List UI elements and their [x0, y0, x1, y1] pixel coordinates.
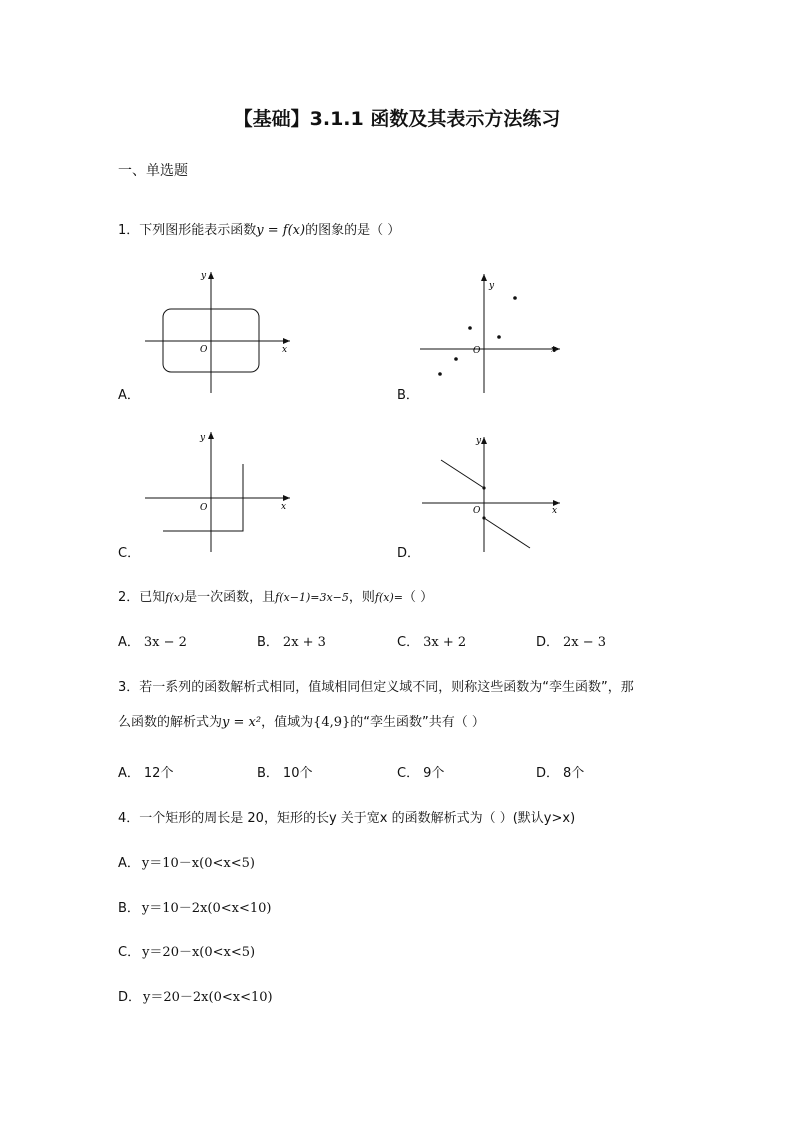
- q2-option-d[interactable]: [536, 631, 606, 650]
- q3-line2-mid: ，值域为: [261, 715, 314, 730]
- graph-a-origin: O: [200, 345, 208, 355]
- q2-option-b-label: B．: [257, 635, 279, 650]
- q4-option-a-label: A．: [118, 856, 140, 871]
- page-title: 【基础】3.1.1 函数及其表示方法练习: [233, 108, 561, 130]
- q3-option-b[interactable]: [257, 762, 312, 781]
- graph-b-y-label: y: [489, 281, 495, 291]
- q3-option-c-label: C．: [397, 766, 420, 781]
- q3-set: {4,9}: [313, 715, 351, 730]
- graph-b-point: [454, 357, 458, 361]
- q3-option-a[interactable]: [118, 762, 173, 781]
- graph-b-point: [497, 335, 501, 339]
- q4-option-c[interactable]: [118, 941, 255, 960]
- q2-option-c-value: 3x + 2: [423, 635, 467, 650]
- q2-option-b[interactable]: [257, 631, 326, 650]
- q3-option-a-label: A．: [118, 766, 140, 781]
- q2-option-a-value: 3x − 2: [143, 635, 187, 650]
- q3-line2-pre: 么函数的解析式为: [118, 715, 223, 730]
- q4-option-b-label: B．: [118, 901, 140, 916]
- q4-option-d-value: y＝20－2x(0<x<10): [143, 990, 273, 1005]
- q2-option-c[interactable]: [397, 631, 466, 650]
- q3-option-c-value: 9个: [423, 766, 445, 781]
- graph-d-y-label: y: [476, 436, 482, 446]
- question-3-line-2: [118, 711, 485, 730]
- graph-d-origin: O: [473, 506, 481, 516]
- q3-option-d[interactable]: [536, 762, 584, 781]
- question-1: [118, 219, 400, 238]
- option-a-label[interactable]: A．: [118, 388, 140, 403]
- question-2: [118, 586, 433, 605]
- q4-option-a-value: y＝10－x(0<x<5): [141, 856, 255, 871]
- q4-option-d-label: D．: [118, 990, 142, 1005]
- q3-line2-post: 的“孪生函数”共有（ ）: [350, 715, 485, 730]
- q4-option-a[interactable]: [118, 852, 255, 871]
- graph-b-point: [468, 326, 472, 330]
- graph-c-y-label: y: [200, 433, 206, 443]
- graph-a-y-label: y: [201, 271, 207, 281]
- q3-option-b-value: 10个: [282, 766, 313, 781]
- graph-c-x-label: x: [281, 502, 287, 512]
- q2-option-a-label: A．: [118, 635, 140, 650]
- q4-option-d[interactable]: [118, 986, 273, 1005]
- graph-b-point: [438, 372, 442, 376]
- q3-option-c[interactable]: [397, 762, 444, 781]
- question-3-line-1: 3．若一系列的函数解析式相同，值域相同但定义域不同，则称这些函数为“孪生函数”，那: [118, 680, 634, 695]
- q2-option-d-value: 2x − 3: [563, 635, 607, 650]
- graph-b-x-label: x: [551, 345, 557, 355]
- graph-d: [420, 432, 580, 557]
- graph-c-origin: O: [200, 503, 208, 513]
- question-4: 4．一个矩形的周长是 20，矩形的长y 关于宽x 的函数解析式为（ ）(默认y>x): [118, 811, 576, 826]
- q3-option-b-label: B．: [257, 766, 279, 781]
- graph-c: [140, 428, 300, 558]
- q3-option-d-value: 8个: [563, 766, 585, 781]
- graph-b: [418, 268, 578, 398]
- q3-option-a-value: 12个: [143, 766, 174, 781]
- q2-text-mid2: ，则: [348, 590, 375, 605]
- q4-option-b[interactable]: [118, 897, 271, 916]
- option-d-label[interactable]: D．: [397, 546, 421, 561]
- graph-b-origin: O: [473, 346, 481, 356]
- option-b-label[interactable]: B．: [397, 388, 419, 403]
- q2-text-mid: 是一次函数，且: [184, 590, 276, 605]
- q2-condition: f(x−1)=3x−5: [275, 591, 349, 604]
- option-c-label[interactable]: C．: [118, 546, 141, 561]
- q4-option-b-value: y＝10－2x(0<x<10): [141, 901, 272, 916]
- q3-math: y = x²: [222, 715, 262, 730]
- q2-text-pre: 2．已知: [118, 590, 166, 605]
- q2-fx2: f(x)=: [374, 591, 403, 604]
- graph-d-x-label: x: [552, 506, 558, 516]
- q2-option-c-label: C．: [397, 635, 420, 650]
- q4-option-c-value: y＝20－x(0<x<5): [142, 945, 256, 960]
- graph-a: [140, 268, 300, 398]
- q1-text-pre: 1．下列图形能表示函数: [118, 223, 257, 238]
- section-heading: 一、单选题: [118, 163, 188, 179]
- q2-option-a[interactable]: [118, 631, 187, 650]
- q4-option-c-label: C．: [118, 945, 141, 960]
- q1-math: y = f(x): [256, 223, 306, 238]
- graph-a-x-label: x: [282, 345, 288, 355]
- q2-option-b-value: 2x + 3: [282, 635, 326, 650]
- q3-option-d-label: D．: [536, 766, 560, 781]
- q1-text-post: 的图象的是（ ）: [305, 223, 401, 238]
- q2-option-d-label: D．: [536, 635, 560, 650]
- q2-text-post: （ ）: [402, 590, 434, 605]
- q2-fx: f(x): [165, 591, 185, 604]
- graph-b-point: [513, 296, 517, 300]
